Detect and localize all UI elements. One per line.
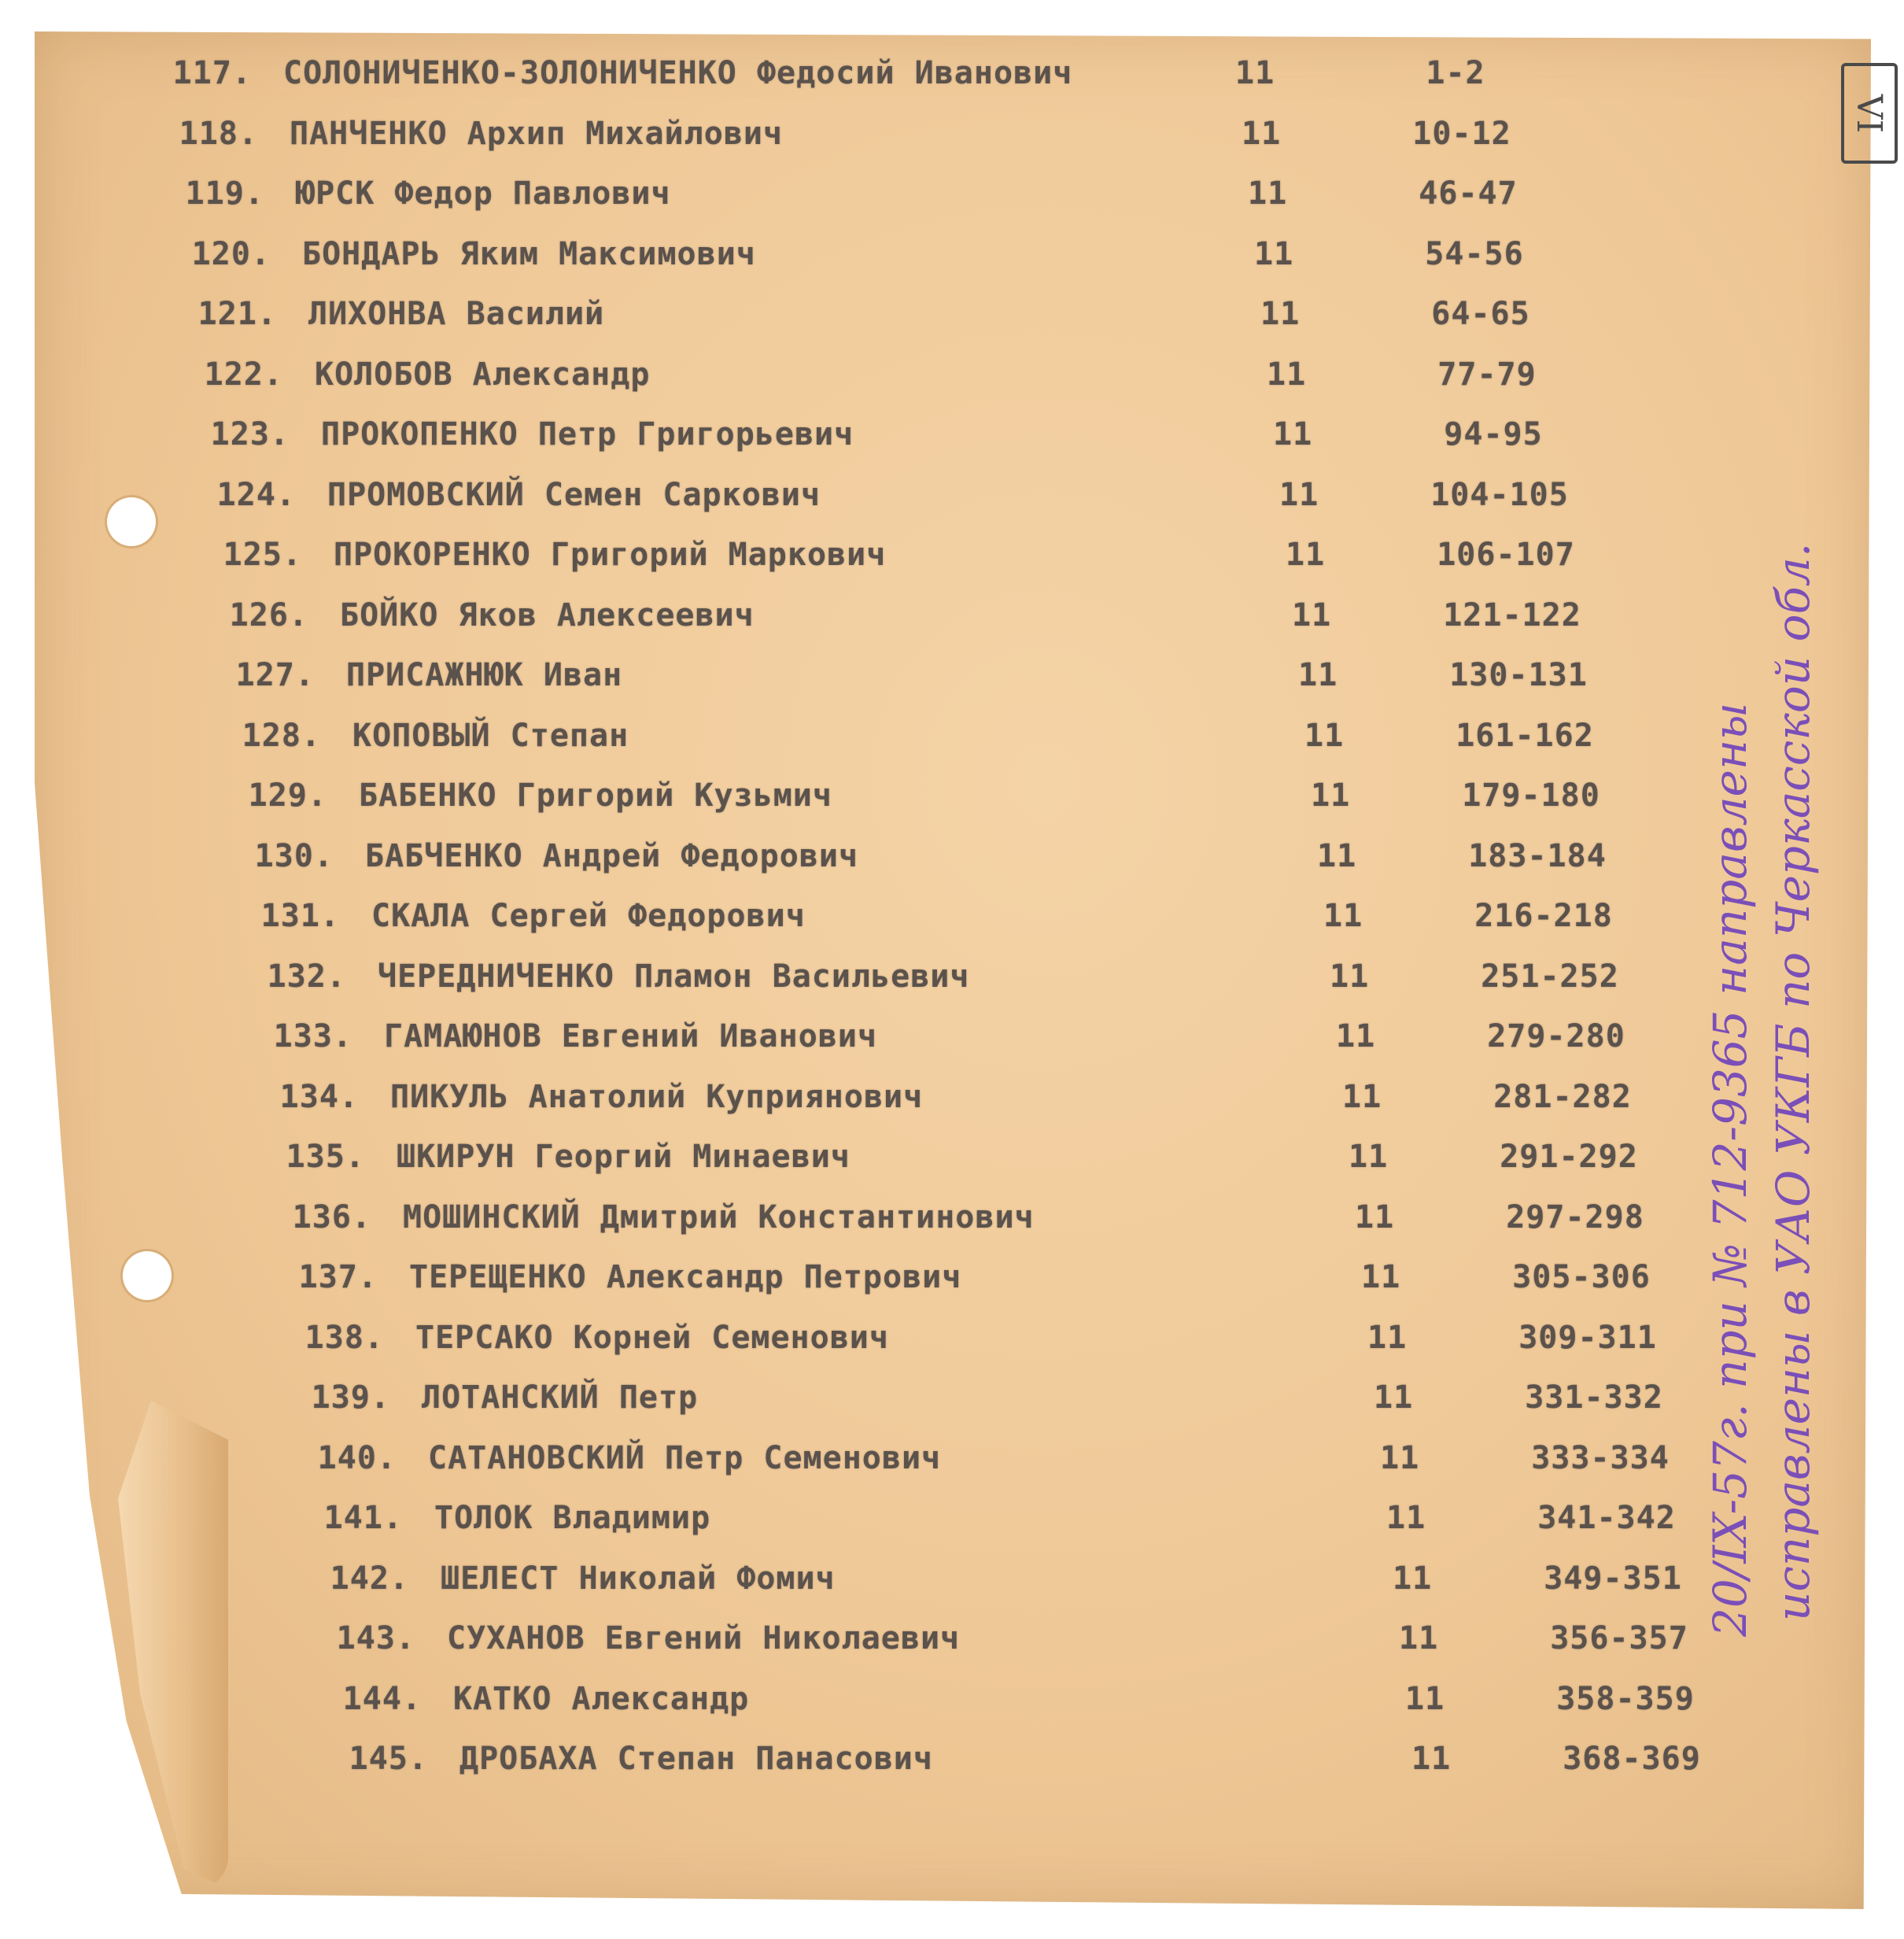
person-name: ШЕЛЕСТ Николай Фомич (441, 1560, 836, 1597)
page-range: 54-56 (1425, 236, 1524, 272)
person-name: ЛИХОНВА Василий (308, 296, 605, 332)
row-number: 131. (260, 898, 340, 934)
row-number: 120. (191, 236, 271, 272)
list-row (266, 1320, 1657, 1367)
volume-number: 11 (1336, 1018, 1376, 1054)
volume-number: 11 (1304, 718, 1345, 754)
list-row (209, 777, 1629, 825)
row-number: 137. (298, 1259, 378, 1295)
page-range: 216-218 (1474, 898, 1613, 934)
volume-number: 11 (1380, 1440, 1420, 1476)
row-number: 133. (273, 1018, 352, 1054)
person-name: СУХАНОВ Евгений Николаевич (447, 1620, 961, 1656)
volume-number: 11 (1254, 236, 1294, 272)
person-name: ТОЛОК Владимир (434, 1500, 711, 1536)
volume-number: 11 (1242, 116, 1282, 152)
row-number: 127. (235, 657, 315, 693)
person-name: ТЕРСАКО Корней Семенович (415, 1320, 889, 1356)
list-row (260, 1259, 1651, 1306)
volume-number: 11 (1349, 1139, 1389, 1175)
person-name: ПРОМОВСКИЙ Семен Саркович (327, 477, 821, 513)
row-number: 122. (204, 356, 283, 393)
person-name: ПАНЧЕНКО Архип Михайлович (290, 116, 784, 152)
row-number: 121. (197, 296, 277, 332)
page-range: 130-131 (1449, 657, 1588, 693)
person-name: БАБЕНКО Григорий Кузьмич (359, 777, 832, 814)
volume-number: 11 (1273, 416, 1313, 452)
page-range: 121-122 (1443, 597, 1581, 633)
person-name: ДРОБАХА Степан Панасович (459, 1741, 933, 1777)
list-row (203, 718, 1629, 765)
page-range: 281-282 (1493, 1079, 1632, 1115)
list-row (241, 1079, 1632, 1126)
page-range: 251-252 (1481, 958, 1619, 995)
list-row (184, 537, 1629, 584)
list-row (272, 1379, 1663, 1427)
page-range: 183-184 (1468, 838, 1607, 874)
row-number: 125. (223, 537, 302, 573)
volume-number: 11 (1286, 537, 1326, 573)
handwritten-note-line2: исправлены в УАО УКГБ по Черкасской обл. (1766, 542, 1820, 1621)
page-range: 297-298 (1506, 1199, 1644, 1235)
page-range: 356-357 (1550, 1620, 1688, 1656)
person-name: ПРОКОРЕНКО Григорий Маркович (334, 537, 887, 573)
list-row (285, 1500, 1676, 1547)
list-row (146, 175, 1629, 223)
volume-number: 11 (1248, 175, 1288, 212)
volume-number: 11 (1235, 55, 1275, 91)
volume-number: 11 (1267, 356, 1307, 393)
person-name: ГАМАЮНОВ Евгений Иванович (384, 1018, 878, 1054)
page-range: 64-65 (1431, 296, 1530, 332)
person-name: ШКИРУН Георгий Минаевич (397, 1139, 851, 1175)
row-number: 123. (210, 416, 290, 452)
corner-mark: VI (1849, 94, 1890, 133)
person-name: БАБЧЕНКО Андрей Федорович (365, 838, 859, 874)
person-name: ЛОТАНСКИЙ Петр (422, 1379, 699, 1416)
list-row (134, 55, 1629, 102)
volume-number: 11 (1279, 477, 1319, 513)
row-number: 142. (330, 1560, 409, 1597)
volume-number: 11 (1411, 1741, 1452, 1777)
row-number: 126. (229, 597, 308, 633)
list-row (222, 898, 1629, 945)
row-number: 118. (179, 116, 258, 152)
list-row (279, 1440, 1670, 1487)
page-range: 94-95 (1444, 416, 1543, 452)
volume-number: 11 (1330, 958, 1370, 995)
person-name: ЮРСК Федор Павлович (296, 175, 671, 212)
row-number: 134. (279, 1079, 359, 1115)
volume-number: 11 (1393, 1560, 1433, 1597)
page-range: 349-351 (1544, 1560, 1682, 1597)
person-name: ТЕРЕЩЕНКО Александр Петрович (409, 1259, 962, 1295)
person-name: СКАЛА Сергей Федорович (371, 898, 806, 934)
page-range: 368-369 (1563, 1741, 1701, 1777)
page-range: 331-332 (1525, 1379, 1663, 1416)
volume-number: 11 (1374, 1379, 1414, 1416)
person-name: БОНДАРЬ Яким Максимович (302, 236, 756, 272)
volume-number: 11 (1361, 1259, 1401, 1295)
list-row (310, 1741, 1701, 1788)
page-range: 309-311 (1518, 1320, 1657, 1356)
person-name: ЧЕРЕДНИЧЕНКО Пламон Васильевич (378, 958, 970, 995)
volume-number: 11 (1311, 777, 1351, 814)
volume-number: 11 (1342, 1079, 1382, 1115)
list-row (153, 236, 1629, 283)
volume-number: 11 (1367, 1320, 1408, 1356)
page-range: 161-162 (1456, 718, 1594, 754)
person-name: СОЛОНИЧЕНКО-ЗОЛОНИЧЕНКО Федосий Иванович (283, 55, 1073, 91)
row-number: 140. (317, 1440, 397, 1476)
list-row (197, 657, 1629, 704)
row-number: 138. (304, 1320, 384, 1356)
volume-number: 11 (1405, 1681, 1445, 1717)
person-name: ПРИСАЖНЮК Иван (346, 657, 623, 693)
list-row (140, 116, 1629, 163)
row-number: 145. (349, 1741, 428, 1777)
page-range: 291-292 (1500, 1139, 1638, 1175)
page-range: 358-359 (1556, 1681, 1695, 1717)
volume-number: 11 (1292, 597, 1332, 633)
list-row (247, 1139, 1638, 1186)
row-number: 124. (216, 477, 296, 513)
page-range: 333-334 (1531, 1440, 1670, 1476)
list-row (253, 1199, 1644, 1246)
page-range: 1-2 (1426, 55, 1485, 91)
list-row (297, 1620, 1688, 1668)
page-range: 104-105 (1430, 477, 1569, 513)
list-row (165, 356, 1629, 404)
volume-number: 11 (1298, 657, 1338, 693)
page-range: 46-47 (1419, 175, 1518, 212)
handwritten-note-line1: 20/IX-57г. при № 712-9365 направлены (1703, 702, 1757, 1637)
row-number: 129. (248, 777, 327, 814)
page-range: 77-79 (1437, 356, 1537, 393)
list-row (178, 477, 1629, 524)
volume-number: 11 (1355, 1199, 1395, 1235)
person-name: КОЛОБОВ Александр (315, 356, 651, 393)
person-name: ПИКУЛЬ Анатолий Куприянович (390, 1079, 924, 1115)
row-number: 119. (185, 175, 264, 212)
volume-number: 11 (1323, 898, 1363, 934)
list-row (172, 416, 1629, 464)
person-name: КОПОВЫЙ Степан (352, 718, 629, 754)
page-range: 179-180 (1462, 777, 1600, 814)
row-number: 132. (267, 958, 346, 995)
person-name: МОШИНСКИЙ Дмитрий Константинович (403, 1199, 1035, 1235)
list-row (159, 296, 1629, 343)
list-row (216, 838, 1629, 885)
volume-number: 11 (1260, 296, 1301, 332)
page-range: 341-342 (1537, 1500, 1676, 1536)
page-range: 305-306 (1512, 1259, 1651, 1295)
row-number: 136. (292, 1199, 371, 1235)
list-row (234, 1018, 1629, 1066)
row-number: 144. (342, 1681, 422, 1717)
person-name: БОЙКО Яков Алексеевич (340, 597, 755, 633)
list-row (228, 958, 1629, 1006)
row-number: 135. (286, 1139, 365, 1175)
list-row (291, 1560, 1682, 1608)
page-range: 10-12 (1412, 116, 1511, 152)
row-number: 130. (254, 838, 334, 874)
row-number: 128. (242, 718, 321, 754)
row-number: 143. (336, 1620, 415, 1656)
page-range: 106-107 (1437, 537, 1575, 573)
volume-number: 11 (1399, 1620, 1439, 1656)
person-name: ПРОКОПЕНКО Петр Григорьевич (321, 416, 854, 452)
volume-number: 11 (1386, 1500, 1426, 1536)
corner-mark-box (1841, 63, 1898, 164)
person-name: КАТКО Александр (453, 1681, 750, 1717)
row-number: 139. (311, 1379, 390, 1416)
page-range: 279-280 (1487, 1018, 1625, 1054)
volume-number: 11 (1317, 838, 1357, 874)
row-number: 117. (172, 55, 252, 91)
list-row (304, 1681, 1695, 1728)
person-name: САТАНОВСКИЙ Петр Семенович (428, 1440, 942, 1476)
list-row (190, 597, 1629, 644)
row-number: 141. (323, 1500, 403, 1536)
